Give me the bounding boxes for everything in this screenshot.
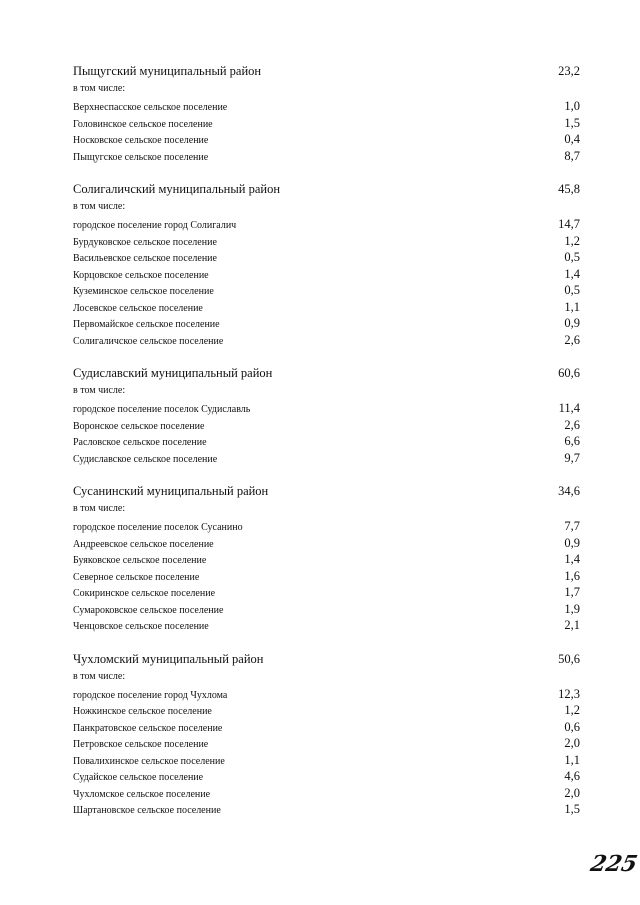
settlement-row xyxy=(73,569,580,586)
settlement-row xyxy=(73,250,580,267)
district-total: 50,6 xyxy=(558,651,580,666)
district-subtitle: в том числе: xyxy=(73,670,126,682)
settlement-name: Пыщугское сельское поселение xyxy=(73,151,209,163)
district-total: 60,6 xyxy=(558,366,580,380)
district-header xyxy=(73,484,580,503)
settlement-value: 2,1 xyxy=(564,618,580,632)
settlement-name: Северное сельское поселение xyxy=(73,571,200,583)
settlement-name: Панкратовское сельское поселение xyxy=(73,722,223,734)
settlement-row xyxy=(73,536,580,553)
district-name: Чухломский муниципальный район xyxy=(73,651,264,666)
settlement-name: Петровское сельское поселение xyxy=(73,739,209,750)
settlement-value: 1,2 xyxy=(564,703,580,717)
settlement-name: Бурдуковское сельское поселение xyxy=(73,236,217,248)
settlement-row xyxy=(73,602,580,619)
district-block xyxy=(73,64,580,165)
district-header xyxy=(73,366,580,385)
settlement-row xyxy=(73,451,580,468)
settlement-row xyxy=(73,786,580,803)
district-block xyxy=(73,652,580,819)
settlement-value: 2,6 xyxy=(564,332,580,347)
settlement-value: 1,5 xyxy=(564,802,580,816)
settlement-value: 1,1 xyxy=(564,752,580,767)
settlement-row xyxy=(73,418,580,435)
settlement-name: Ножкинское сельское поселение xyxy=(73,706,212,717)
settlement-name: Куземинское сельское поселение xyxy=(73,286,214,297)
settlement-value: 2,6 xyxy=(564,417,580,432)
settlement-row xyxy=(73,217,580,234)
settlement-name: Андреевское сельское поселение xyxy=(73,538,214,550)
settlement-name: Чухломское сельское поселение xyxy=(73,788,211,800)
settlement-row xyxy=(73,687,580,704)
settlement-value: 9,7 xyxy=(564,450,580,465)
settlement-value: 1,7 xyxy=(564,585,580,599)
settlement-name: Лосевское сельское поселение xyxy=(73,302,203,314)
settlement-value: 11,4 xyxy=(558,401,580,415)
district-name: Пыщугский муниципальный район xyxy=(73,64,262,78)
settlement-row xyxy=(73,283,580,300)
settlement-value: 2,0 xyxy=(564,736,580,750)
settlement-value: 1,4 xyxy=(564,552,580,566)
settlement-name: городское поселение город Солигалич xyxy=(73,220,237,231)
settlement-value: 0,9 xyxy=(564,316,580,330)
settlement-value: 0,4 xyxy=(564,132,580,146)
settlement-row xyxy=(73,585,580,602)
district-block xyxy=(73,484,580,635)
settlement-name: Повалихинское сельское поселение xyxy=(73,755,225,767)
district-total: 34,6 xyxy=(558,484,580,498)
district-name: Сусанинский муниципальный район xyxy=(73,484,269,498)
settlement-name: Носковское сельское поселение xyxy=(73,135,209,146)
settlement-row xyxy=(73,132,580,149)
settlement-name: Солигаличское сельское поселение xyxy=(73,335,224,347)
document-page xyxy=(73,64,580,836)
settlement-row xyxy=(73,234,580,251)
settlement-row xyxy=(73,316,580,333)
district-subtitle: в том числе: xyxy=(73,201,126,212)
settlement-name: городское поселение город Чухлома xyxy=(73,689,228,701)
settlement-value: 14,7 xyxy=(558,217,580,231)
settlement-row xyxy=(73,401,580,418)
settlement-name: Расловское сельское поселение xyxy=(73,437,207,448)
settlement-value: 2,0 xyxy=(564,785,580,800)
settlement-name: Корцовское сельское поселение xyxy=(73,269,209,281)
settlement-name: Васильевское сельское поселение xyxy=(73,253,217,264)
district-total: 23,2 xyxy=(558,64,580,78)
settlement-value: 7,7 xyxy=(564,519,580,533)
settlement-name: Ченцовское сельское поселение xyxy=(73,621,209,632)
settlement-value: 0,5 xyxy=(564,250,580,264)
settlement-value: 12,3 xyxy=(558,686,580,701)
settlement-value: 1,1 xyxy=(564,299,580,314)
settlement-row xyxy=(73,802,580,819)
district-header xyxy=(73,652,580,671)
settlement-row xyxy=(73,267,580,284)
district-subtitle: в том числе: xyxy=(73,83,126,94)
settlement-row xyxy=(73,519,580,536)
settlement-row xyxy=(73,99,580,116)
settlement-value: 0,5 xyxy=(564,283,580,297)
settlement-name: Воронское сельское поселение xyxy=(73,420,205,432)
settlement-name: городское поселение поселок Судиславль xyxy=(73,404,251,415)
settlement-value: 0,6 xyxy=(564,719,580,734)
settlement-value: 8,7 xyxy=(564,148,580,163)
settlement-row xyxy=(73,618,580,635)
settlement-row xyxy=(73,769,580,786)
settlement-name: Шартановское сельское поселение xyxy=(73,805,221,816)
settlement-value: 1,4 xyxy=(564,266,580,281)
district-block xyxy=(73,366,580,467)
settlement-value: 1,6 xyxy=(564,568,580,583)
districts-list xyxy=(73,64,580,819)
settlement-name: городское поселение поселок Сусанино xyxy=(73,522,243,533)
district-header xyxy=(73,182,580,201)
settlement-row xyxy=(73,736,580,753)
settlement-row xyxy=(73,552,580,569)
settlement-value: 1,9 xyxy=(564,601,580,616)
settlement-value: 1,5 xyxy=(564,115,580,130)
settlement-row xyxy=(73,300,580,317)
settlement-row xyxy=(73,149,580,166)
handwritten-page-number: 225 xyxy=(588,851,640,877)
district-block xyxy=(73,182,580,349)
settlement-value: 4,6 xyxy=(564,769,580,783)
settlement-row xyxy=(73,434,580,451)
district-subtitle: в том числе: xyxy=(73,503,126,514)
settlement-row xyxy=(73,116,580,133)
settlement-row xyxy=(73,333,580,350)
settlement-value: 1,2 xyxy=(564,233,580,248)
settlement-row xyxy=(73,720,580,737)
district-name: Солигаличский муниципальный район xyxy=(73,182,281,196)
settlement-row xyxy=(73,703,580,720)
settlement-value: 6,6 xyxy=(564,434,580,448)
settlement-name: Верхнеспасское сельское поселение xyxy=(73,102,228,113)
settlement-name: Буяковское сельское поселение xyxy=(73,555,207,566)
settlement-name: Сумароковское сельское поселение xyxy=(73,604,224,616)
settlement-value: 1,0 xyxy=(564,99,580,113)
settlement-name: Судиславское сельское поселение xyxy=(73,453,218,465)
settlement-name: Головинское сельское поселение xyxy=(73,118,213,130)
district-header xyxy=(73,64,580,83)
settlement-row xyxy=(73,753,580,770)
settlement-name: Сокиринское сельское поселение xyxy=(73,588,216,599)
settlement-value: 0,9 xyxy=(564,535,580,550)
district-total: 45,8 xyxy=(558,182,580,196)
settlement-name: Первомайское сельское поселение xyxy=(73,319,220,330)
settlement-name: Судайское сельское поселение xyxy=(73,772,204,783)
district-name: Судиславский муниципальный район xyxy=(73,366,273,380)
district-subtitle: в том числе: xyxy=(73,385,126,396)
